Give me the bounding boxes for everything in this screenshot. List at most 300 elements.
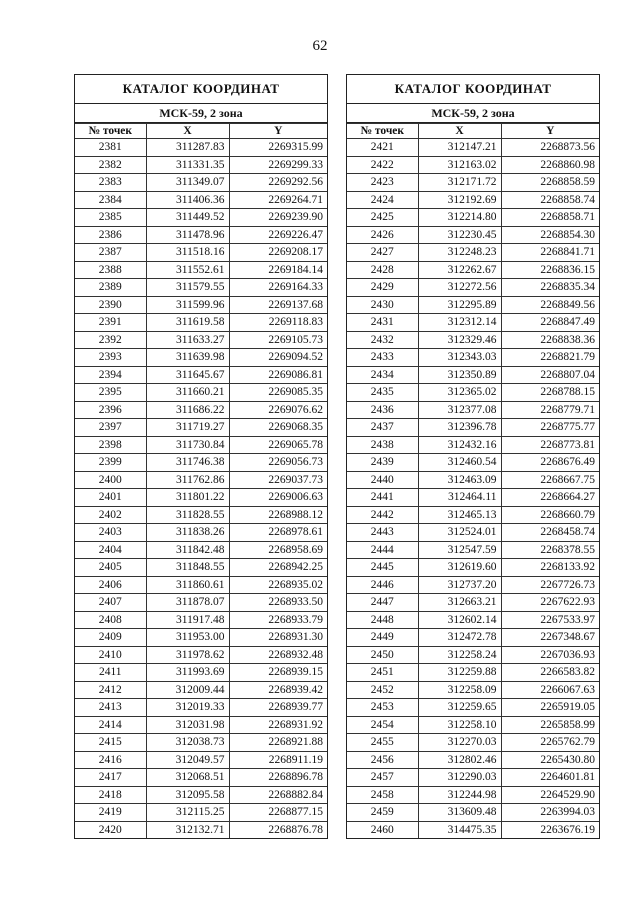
point-number-cell: 2416 [75,751,146,769]
x-coordinate-cell: 314475.35 [418,821,501,838]
table-row [347,646,599,664]
point-number-cell: 2404 [75,541,146,559]
column-header-point: № точек [347,124,418,139]
point-number-cell: 2456 [347,751,418,769]
point-number-cell: 2433 [347,349,418,367]
y-coordinate-cell: 2268931.92 [229,716,327,734]
x-coordinate-cell: 312312.14 [418,314,501,332]
point-number-cell: 2400 [75,471,146,489]
x-coordinate-cell: 311406.36 [146,191,229,209]
y-coordinate-cell: 2268882.84 [229,786,327,804]
y-coordinate-cell: 2269208.17 [229,244,327,262]
point-number-cell: 2441 [347,489,418,507]
table-row [75,769,327,787]
point-number-cell: 2449 [347,629,418,647]
point-number-cell: 2452 [347,681,418,699]
table-row [75,734,327,752]
y-coordinate-cell: 2268849.56 [501,296,599,314]
point-number-cell: 2437 [347,419,418,437]
coordinate-table [347,123,599,838]
table-row [75,436,327,454]
point-number-cell: 2406 [75,576,146,594]
x-coordinate-cell: 311599.96 [146,296,229,314]
point-number-cell: 2457 [347,769,418,787]
x-coordinate-cell: 311331.35 [146,156,229,174]
y-coordinate-cell: 2269184.14 [229,261,327,279]
y-coordinate-cell: 2263676.19 [501,821,599,838]
x-coordinate-cell: 311349.07 [146,174,229,192]
y-coordinate-cell: 2268660.79 [501,506,599,524]
x-coordinate-cell: 312365.02 [418,384,501,402]
x-coordinate-cell: 312472.78 [418,629,501,647]
table-row [75,174,327,192]
table-row [347,349,599,367]
y-coordinate-cell: 2268939.42 [229,681,327,699]
table-row [75,681,327,699]
x-coordinate-cell: 312802.46 [418,751,501,769]
y-coordinate-cell: 2269315.99 [229,139,327,157]
table-row [75,244,327,262]
point-number-cell: 2438 [347,436,418,454]
table-row [75,314,327,332]
table-row [347,559,599,577]
table-row [75,821,327,838]
point-number-cell: 2391 [75,314,146,332]
point-number-cell: 2450 [347,646,418,664]
coordinate-table [75,123,327,838]
table-row [347,821,599,838]
table-row [347,261,599,279]
table-row [347,489,599,507]
y-coordinate-cell: 2268133.92 [501,559,599,577]
x-coordinate-cell: 312290.03 [418,769,501,787]
x-coordinate-cell: 311860.61 [146,576,229,594]
y-coordinate-cell: 2268835.34 [501,279,599,297]
table-row [75,454,327,472]
y-coordinate-cell: 2268911.19 [229,751,327,769]
point-number-cell: 2424 [347,191,418,209]
x-coordinate-cell: 312095.58 [146,786,229,804]
x-coordinate-cell: 311917.48 [146,611,229,629]
y-coordinate-cell: 2268854.30 [501,226,599,244]
point-number-cell: 2420 [75,821,146,838]
point-number-cell: 2455 [347,734,418,752]
point-number-cell: 2460 [347,821,418,838]
catalog-zone: МСК-59, 2 зона [347,104,599,123]
x-coordinate-cell: 311953.00 [146,629,229,647]
point-number-cell: 2408 [75,611,146,629]
y-coordinate-cell: 2267348.67 [501,629,599,647]
y-coordinate-cell: 2268876.78 [229,821,327,838]
point-number-cell: 2414 [75,716,146,734]
y-coordinate-cell: 2269076.62 [229,401,327,419]
x-coordinate-cell: 312262.67 [418,261,501,279]
x-coordinate-cell: 312258.10 [418,716,501,734]
point-number-cell: 2415 [75,734,146,752]
table-row [347,174,599,192]
point-number-cell: 2426 [347,226,418,244]
table-row [75,156,327,174]
point-number-cell: 2451 [347,664,418,682]
x-coordinate-cell: 312396.78 [418,419,501,437]
table-row [347,594,599,612]
point-number-cell: 2384 [75,191,146,209]
table-row [347,226,599,244]
point-number-cell: 2397 [75,419,146,437]
y-coordinate-cell: 2268858.71 [501,209,599,227]
table-row [75,559,327,577]
x-coordinate-cell: 312329.46 [418,331,501,349]
x-coordinate-cell: 312171.72 [418,174,501,192]
y-coordinate-cell: 2268378.55 [501,541,599,559]
catalog-zone: МСК-59, 2 зона [75,104,327,123]
point-number-cell: 2436 [347,401,418,419]
point-number-cell: 2453 [347,699,418,717]
y-coordinate-cell: 2264601.81 [501,769,599,787]
y-coordinate-cell: 2268896.78 [229,769,327,787]
x-coordinate-cell: 312259.88 [418,664,501,682]
point-number-cell: 2417 [75,769,146,787]
point-number-cell: 2413 [75,699,146,717]
point-number-cell: 2402 [75,506,146,524]
x-coordinate-cell: 311478.96 [146,226,229,244]
y-coordinate-cell: 2264529.90 [501,786,599,804]
point-number-cell: 2382 [75,156,146,174]
point-number-cell: 2390 [75,296,146,314]
point-number-cell: 2394 [75,366,146,384]
point-number-cell: 2432 [347,331,418,349]
table-row [347,419,599,437]
x-coordinate-cell: 312147.21 [418,139,501,157]
y-coordinate-cell: 2265430.80 [501,751,599,769]
y-coordinate-cell: 2268939.15 [229,664,327,682]
point-number-cell: 2445 [347,559,418,577]
x-coordinate-cell: 311762.86 [146,471,229,489]
point-number-cell: 2442 [347,506,418,524]
point-number-cell: 2383 [75,174,146,192]
y-coordinate-cell: 2268873.56 [501,139,599,157]
point-number-cell: 2399 [75,454,146,472]
table-row [75,594,327,612]
point-number-cell: 2419 [75,804,146,822]
y-coordinate-cell: 2265858.99 [501,716,599,734]
table-row [75,716,327,734]
point-number-cell: 2410 [75,646,146,664]
point-number-cell: 2401 [75,489,146,507]
point-number-cell: 2388 [75,261,146,279]
table-row [75,664,327,682]
y-coordinate-cell: 2269068.35 [229,419,327,437]
table-header-row [347,124,599,139]
y-coordinate-cell: 2268978.61 [229,524,327,542]
x-coordinate-cell: 312464.11 [418,489,501,507]
table-row [75,471,327,489]
point-number-cell: 2459 [347,804,418,822]
point-number-cell: 2435 [347,384,418,402]
y-coordinate-cell: 2268935.02 [229,576,327,594]
column-header-x: X [146,124,229,139]
x-coordinate-cell: 312019.33 [146,699,229,717]
table-row [347,524,599,542]
y-coordinate-cell: 2267533.97 [501,611,599,629]
coordinate-catalog-left [74,74,328,839]
point-number-cell: 2398 [75,436,146,454]
point-number-cell: 2427 [347,244,418,262]
y-coordinate-cell: 2269239.90 [229,209,327,227]
catalog-title: КАТАЛОГ КООРДИНАТ [347,75,599,104]
table-row [75,139,327,157]
x-coordinate-cell: 312132.71 [146,821,229,838]
y-coordinate-cell: 2269264.71 [229,191,327,209]
table-row [75,611,327,629]
y-coordinate-cell: 2269006.63 [229,489,327,507]
y-coordinate-cell: 2269037.73 [229,471,327,489]
y-coordinate-cell: 2268931.30 [229,629,327,647]
table-row [347,454,599,472]
point-number-cell: 2447 [347,594,418,612]
table-row [347,366,599,384]
x-coordinate-cell: 311686.22 [146,401,229,419]
y-coordinate-cell: 2268773.81 [501,436,599,454]
y-coordinate-cell: 2265919.05 [501,699,599,717]
x-coordinate-cell: 312460.54 [418,454,501,472]
column-header-y: Y [229,124,327,139]
y-coordinate-cell: 2269056.73 [229,454,327,472]
y-coordinate-cell: 2268933.50 [229,594,327,612]
y-coordinate-cell: 2268933.79 [229,611,327,629]
x-coordinate-cell: 312737.20 [418,576,501,594]
point-number-cell: 2429 [347,279,418,297]
y-coordinate-cell: 2268676.49 [501,454,599,472]
point-number-cell: 2405 [75,559,146,577]
x-coordinate-cell: 312343.03 [418,349,501,367]
x-coordinate-cell: 311730.84 [146,436,229,454]
y-coordinate-cell: 2265762.79 [501,734,599,752]
x-coordinate-cell: 312244.98 [418,786,501,804]
point-number-cell: 2458 [347,786,418,804]
x-coordinate-cell: 311579.55 [146,279,229,297]
x-coordinate-cell: 311838.26 [146,524,229,542]
y-coordinate-cell: 2266583.82 [501,664,599,682]
x-coordinate-cell: 312663.21 [418,594,501,612]
x-coordinate-cell: 311993.69 [146,664,229,682]
table-row [347,471,599,489]
point-number-cell: 2448 [347,611,418,629]
table-row [75,629,327,647]
point-number-cell: 2430 [347,296,418,314]
table-row [347,681,599,699]
point-number-cell: 2418 [75,786,146,804]
y-coordinate-cell: 2267622.93 [501,594,599,612]
table-row [347,769,599,787]
x-coordinate-cell: 312031.98 [146,716,229,734]
table-row [347,436,599,454]
x-coordinate-cell: 312547.59 [418,541,501,559]
table-row [75,646,327,664]
y-coordinate-cell: 2269137.68 [229,296,327,314]
y-coordinate-cell: 2268942.25 [229,559,327,577]
point-number-cell: 2385 [75,209,146,227]
y-coordinate-cell: 2268458.74 [501,524,599,542]
point-number-cell: 2409 [75,629,146,647]
x-coordinate-cell: 312463.09 [418,471,501,489]
x-coordinate-cell: 311828.55 [146,506,229,524]
table-row [347,786,599,804]
table-row [75,804,327,822]
y-coordinate-cell: 2268841.71 [501,244,599,262]
y-coordinate-cell: 2268921.88 [229,734,327,752]
point-number-cell: 2446 [347,576,418,594]
x-coordinate-cell: 312163.02 [418,156,501,174]
x-coordinate-cell: 312192.69 [418,191,501,209]
table-row [347,506,599,524]
point-number-cell: 2428 [347,261,418,279]
table-row [347,629,599,647]
column-header-point: № точек [75,124,146,139]
table-row [75,366,327,384]
table-row [75,209,327,227]
table-row [347,384,599,402]
table-row [347,139,599,157]
table-row [347,541,599,559]
table-row [347,699,599,717]
table-row [75,576,327,594]
x-coordinate-cell: 311449.52 [146,209,229,227]
table-row [75,541,327,559]
x-coordinate-cell: 311878.07 [146,594,229,612]
x-coordinate-cell: 311633.27 [146,331,229,349]
column-header-x: X [418,124,501,139]
x-coordinate-cell: 311746.38 [146,454,229,472]
x-coordinate-cell: 312248.23 [418,244,501,262]
x-coordinate-cell: 312258.24 [418,646,501,664]
y-coordinate-cell: 2268858.59 [501,174,599,192]
table-row [347,716,599,734]
x-coordinate-cell: 312619.60 [418,559,501,577]
y-coordinate-cell: 2268779.71 [501,401,599,419]
table-row [347,331,599,349]
table-row [75,786,327,804]
y-coordinate-cell: 2267726.73 [501,576,599,594]
x-coordinate-cell: 312009.44 [146,681,229,699]
x-coordinate-cell: 312602.14 [418,611,501,629]
table-row [75,261,327,279]
table-row [75,524,327,542]
y-coordinate-cell: 2267036.93 [501,646,599,664]
table-row [347,611,599,629]
y-coordinate-cell: 2268860.98 [501,156,599,174]
x-coordinate-cell: 311552.61 [146,261,229,279]
table-row [347,401,599,419]
x-coordinate-cell: 311619.58 [146,314,229,332]
x-coordinate-cell: 312259.65 [418,699,501,717]
point-number-cell: 2407 [75,594,146,612]
table-row [75,489,327,507]
table-row [347,804,599,822]
table-row [75,401,327,419]
y-coordinate-cell: 2269292.56 [229,174,327,192]
table-row [75,751,327,769]
point-number-cell: 2392 [75,331,146,349]
table-row [75,226,327,244]
table-row [347,314,599,332]
y-coordinate-cell: 2266067.63 [501,681,599,699]
point-number-cell: 2421 [347,139,418,157]
table-row [347,296,599,314]
y-coordinate-cell: 2269164.33 [229,279,327,297]
y-coordinate-cell: 2268838.36 [501,331,599,349]
x-coordinate-cell: 312377.08 [418,401,501,419]
table-row [347,664,599,682]
y-coordinate-cell: 2268807.04 [501,366,599,384]
table-row [347,244,599,262]
y-coordinate-cell: 2268988.12 [229,506,327,524]
point-number-cell: 2425 [347,209,418,227]
x-coordinate-cell: 311848.55 [146,559,229,577]
x-coordinate-cell: 311645.67 [146,366,229,384]
y-coordinate-cell: 2269118.83 [229,314,327,332]
table-row [75,279,327,297]
page-number: 62 [312,38,328,54]
table-row [347,191,599,209]
y-coordinate-cell: 2269226.47 [229,226,327,244]
table-row [75,384,327,402]
x-coordinate-cell: 311719.27 [146,419,229,437]
point-number-cell: 2444 [347,541,418,559]
table-row [347,751,599,769]
x-coordinate-cell: 311978.62 [146,646,229,664]
coordinate-catalog-right [346,74,600,839]
point-number-cell: 2431 [347,314,418,332]
x-coordinate-cell: 313609.48 [418,804,501,822]
point-number-cell: 2403 [75,524,146,542]
point-number-cell: 2454 [347,716,418,734]
y-coordinate-cell: 2268939.77 [229,699,327,717]
point-number-cell: 2440 [347,471,418,489]
y-coordinate-cell: 2269105.73 [229,331,327,349]
y-coordinate-cell: 2269086.81 [229,366,327,384]
x-coordinate-cell: 312295.89 [418,296,501,314]
point-number-cell: 2389 [75,279,146,297]
point-number-cell: 2393 [75,349,146,367]
y-coordinate-cell: 2269299.33 [229,156,327,174]
table-row [75,191,327,209]
x-coordinate-cell: 312068.51 [146,769,229,787]
table-row [75,349,327,367]
y-coordinate-cell: 2268858.74 [501,191,599,209]
y-coordinate-cell: 2263994.03 [501,804,599,822]
point-number-cell: 2423 [347,174,418,192]
y-coordinate-cell: 2268958.69 [229,541,327,559]
y-coordinate-cell: 2269085.35 [229,384,327,402]
catalog-title: КАТАЛОГ КООРДИНАТ [75,75,327,104]
y-coordinate-cell: 2268836.15 [501,261,599,279]
point-number-cell: 2387 [75,244,146,262]
y-coordinate-cell: 2268775.77 [501,419,599,437]
table-row [347,209,599,227]
table-row [347,734,599,752]
x-coordinate-cell: 311660.21 [146,384,229,402]
x-coordinate-cell: 312049.57 [146,751,229,769]
y-coordinate-cell: 2268932.48 [229,646,327,664]
x-coordinate-cell: 311518.16 [146,244,229,262]
point-number-cell: 2396 [75,401,146,419]
y-coordinate-cell: 2268821.79 [501,349,599,367]
x-coordinate-cell: 311287.83 [146,139,229,157]
x-coordinate-cell: 312270.03 [418,734,501,752]
point-number-cell: 2386 [75,226,146,244]
table-row [75,699,327,717]
